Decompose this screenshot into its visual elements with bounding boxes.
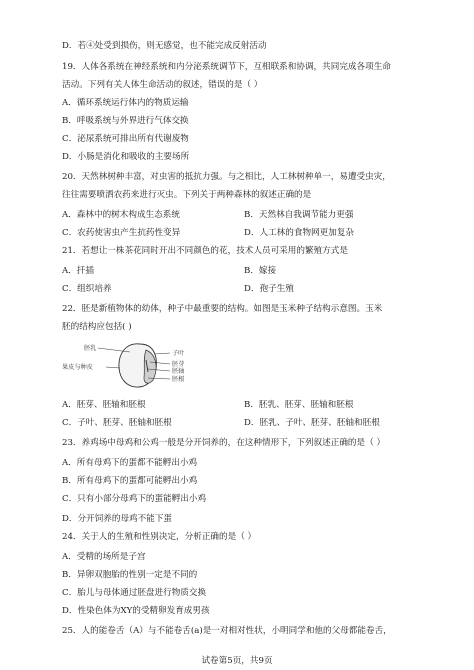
option-23-a: A．所有母鸡下的蛋都不能孵出小鸡 <box>62 458 198 468</box>
option-24-d: D．性染色体为XY的受精卵发育成男孩 <box>62 606 210 616</box>
option-20-b: B．天然林自我调节能力更强 <box>244 210 354 220</box>
option-20-c: C．农药使害虫产生抗药性变异 <box>62 228 181 238</box>
page-footer: 试卷第5页，共9页 <box>201 656 273 666</box>
option-19-b: B．呼吸系统与外界进行气体交换 <box>62 116 189 126</box>
option-21-a: A．扦插 <box>62 266 94 276</box>
option-22-c: C．子叶、胚芽、胚轴和胚根 <box>62 418 172 428</box>
option-23-b: B．所有母鸡下的蛋都可能孵出小鸡 <box>62 476 198 486</box>
question-22-line-2: 胚的结构应包括( ) <box>62 322 132 332</box>
option-21-d: D．孢子生殖 <box>244 284 294 294</box>
option-20-a: A．森林中的树木构成生态系统 <box>62 210 180 220</box>
question-20-line-2: 往往需要喷洒农药来进行灭虫。下列关于两种森林的叙述正确的是 <box>62 190 312 200</box>
label-cotyledon: 子叶 <box>172 350 185 357</box>
option-22-b: B．胚乳、胚芽、胚轴和胚根 <box>244 400 354 410</box>
option-22-a: A．胚芽、胚轴和胚根 <box>62 400 146 410</box>
leader-line <box>106 367 120 368</box>
question-19-line-2: 活动。下列有关人体生命活动的叙述，错误的是（ ） <box>62 80 263 90</box>
question-21: 21．若想让一株茶花同时开出不同颜色的花，技术人员可采用的繁殖方式是 <box>62 246 348 256</box>
option-19-a: A．循环系统运行体内的物质运输 <box>62 98 189 108</box>
label-pericarp-seedcoat: 果皮与种皮 <box>62 364 93 371</box>
option-24-c: C．胎儿与母体通过胚盘进行物质交换 <box>62 588 207 598</box>
corn-seed-diagram <box>62 338 232 390</box>
option-18-d: D．若④处受到损伤，则无感觉，也不能完成反射活动 <box>62 41 267 51</box>
option-19-d: D．小肠是消化和吸收的主要场所 <box>62 152 190 162</box>
question-24: 24．关于人的生殖和性别决定，分析正确的是（ ） <box>62 532 257 542</box>
question-22-line-1: 22．胚是新植物体的幼体，种子中最重要的结构。如图是玉米种子结构示意图。玉米 <box>62 304 383 314</box>
option-23-c: C．只有小部分母鸡下的蛋能孵出小鸡 <box>62 494 207 504</box>
option-21-c: C．组织培养 <box>62 284 112 294</box>
label-endosperm: 胚乳 <box>84 345 97 352</box>
option-23-d: D．分开饲养的母鸡不能下蛋 <box>62 514 173 524</box>
label-plumule: 胚芽 <box>172 361 185 368</box>
label-hypocotyl: 胚轴 <box>172 368 185 375</box>
option-22-d: D．胚乳、子叶、胚芽、胚轴和胚根 <box>244 418 380 428</box>
question-25-line-1: 25．人的能卷舌（A）与不能卷舌(a)是一对相对性状，小明同学和他的父母都能卷舌， <box>62 626 392 636</box>
leader-line <box>155 353 170 354</box>
option-21-b: B．嫁接 <box>244 266 277 276</box>
question-19-line-1: 19．人体各系统在神经系统和内分泌系统调节下，互相联系和协调，共同完成各项生命 <box>62 62 391 72</box>
option-24-b: B．异卵双胞胎的性别一定是不同的 <box>62 570 198 580</box>
option-20-d: D．人工林的食物网更加复杂 <box>244 228 355 238</box>
label-radicle: 胚根 <box>172 376 185 383</box>
question-20-line-1: 20．天然林树种丰富，对虫害的抵抗力强。与之相比，人工林树种单一，易遭受虫灾， <box>62 172 391 182</box>
question-23: 23．养鸡场中母鸡和公鸡一般是分开饲养的，在这种情形下，下列叙述正确的是（ ） <box>62 438 386 448</box>
option-24-a: A．受精的场所是子宫 <box>62 552 146 562</box>
option-19-c: C．泌尿系统可排出所有代谢废物 <box>62 134 189 144</box>
